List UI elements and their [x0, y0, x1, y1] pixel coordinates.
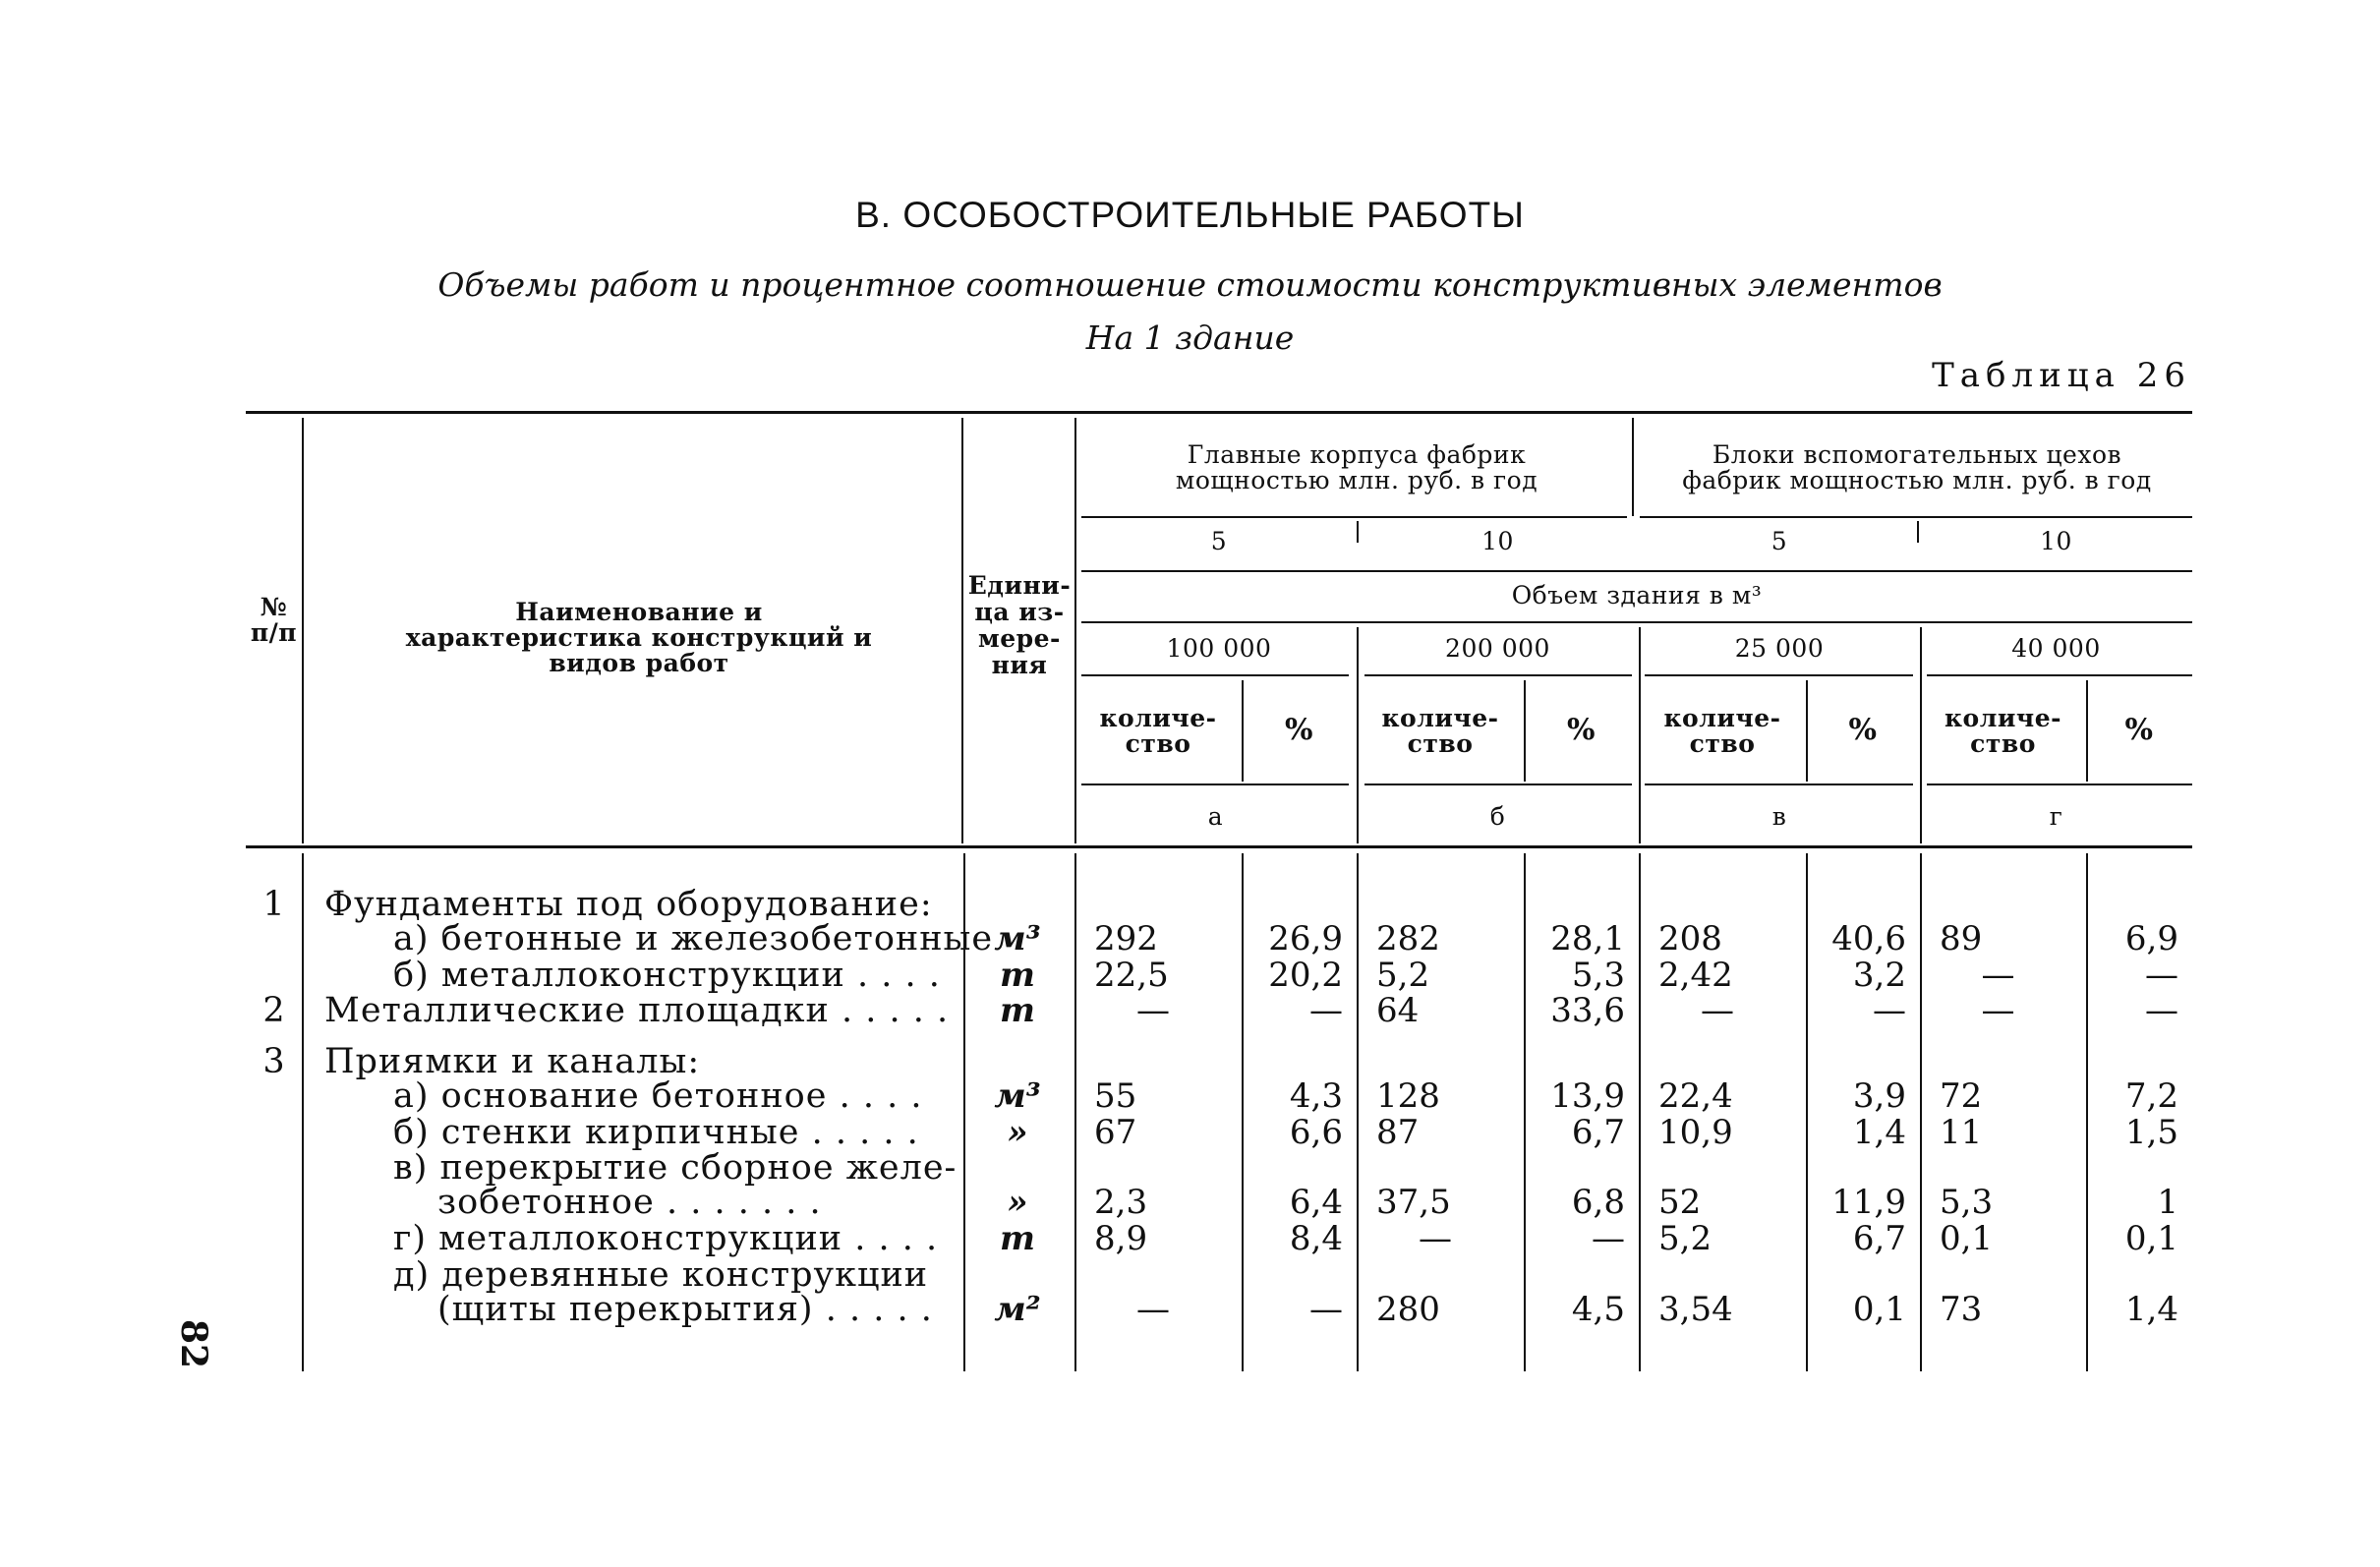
name-column-header: Наименование и характеристика конструкций и видов работ	[405, 598, 873, 677]
quantity-cell: 280	[1376, 1290, 1440, 1329]
row-name: Фундаменты под оборудование:	[324, 885, 933, 924]
qty-column-header: количе-ство	[1663, 704, 1781, 758]
row-name: б) металлоконструкции . . . .	[393, 956, 941, 995]
quantity-cell: 55	[1094, 1076, 1137, 1116]
num-column-divider	[302, 418, 304, 843]
percent-cell: 1	[2157, 1183, 2178, 1222]
row-unit: т	[1000, 991, 1035, 1030]
percent-cell: 6,7	[1571, 1113, 1625, 1152]
volume-value: 40 000	[2011, 634, 2101, 663]
percent-cell: 11,9	[1831, 1183, 1906, 1222]
row-name: (щиты перекрытия) . . . . .	[437, 1290, 933, 1329]
page-number: 82	[173, 1318, 215, 1369]
row-name: а) основание бетонное . . . .	[393, 1076, 923, 1116]
body-column-divider	[302, 853, 304, 1371]
table-subtitle: Объемы работ и процентное соотношение стоимости конструктивных элементов	[437, 265, 1943, 304]
row-unit: м³	[994, 1076, 1041, 1116]
percent-cell: 6,4	[1289, 1183, 1343, 1222]
qty-rule	[1081, 784, 1349, 785]
quantity-cell: 67	[1094, 1113, 1137, 1152]
pct-column-header: %	[1284, 713, 1313, 747]
volume-value: 25 000	[1734, 634, 1825, 663]
qty-column-header: количе-ство	[1381, 704, 1499, 758]
row-number: 2	[262, 991, 285, 1030]
percent-cell: 7,2	[2124, 1076, 2178, 1116]
name-column-divider	[961, 418, 963, 843]
quantity-cell: —	[1136, 991, 1170, 1030]
row-name: б) стенки кирпичные . . . . .	[393, 1113, 919, 1152]
percent-cell: 1,4	[2124, 1290, 2178, 1329]
percent-cell: —	[1309, 991, 1343, 1030]
percent-cell: 6,9	[2124, 919, 2178, 958]
quantity-cell: 0,1	[1940, 1219, 1994, 1258]
row-number: 3	[262, 1042, 285, 1081]
percent-cell: 28,1	[1550, 919, 1625, 958]
pct-column-header: %	[2124, 713, 2154, 747]
percent-cell: 8,4	[1289, 1219, 1343, 1258]
qty-rule	[1364, 784, 1632, 785]
percent-cell: 0,1	[2124, 1219, 2178, 1258]
column-letter: в	[1771, 802, 1787, 831]
group-rule	[1081, 516, 1627, 518]
volume-value: 100 000	[1166, 634, 1272, 663]
quantity-cell: 3,54	[1658, 1290, 1733, 1329]
percent-cell: 33,6	[1550, 991, 1625, 1030]
quantity-cell: —	[1419, 1219, 1452, 1258]
percent-cell: —	[1309, 1290, 1343, 1329]
percent-cell: —	[2145, 991, 2178, 1030]
section-title: В. ОСОБОСТРОИТЕЛЬНЫЕ РАБОТЫ	[855, 195, 1525, 235]
percent-cell: 6,6	[1289, 1113, 1343, 1152]
percent-cell: 13,9	[1550, 1076, 1625, 1116]
quantity-cell: 22,4	[1658, 1076, 1733, 1116]
group-header-main-buildings: Главные корпуса фабрик мощностью млн. руб. в год	[1175, 440, 1538, 494]
row-unit: т	[1000, 1219, 1035, 1258]
row-name: Приямки и каналы:	[324, 1042, 701, 1081]
volume-label: Объем здания в м³	[1511, 581, 1763, 609]
row-name: г) металлоконструкции . . . .	[393, 1219, 939, 1258]
unit-column-divider	[1074, 418, 1076, 843]
row-name: а) бетонные и железобетонные	[393, 919, 994, 958]
percent-cell: —	[1873, 991, 1906, 1030]
column-letter: б	[1489, 802, 1506, 831]
quantity-cell: 64	[1376, 991, 1420, 1030]
qty-rule	[1927, 784, 2192, 785]
quantity-cell: 11	[1940, 1113, 1983, 1152]
row-name: Металлические площадки . . . . .	[324, 991, 950, 1030]
pct-column-header: %	[1848, 713, 1878, 747]
row-unit: м³	[994, 919, 1041, 958]
quantity-cell: 89	[1940, 919, 1983, 958]
group-divider	[1632, 418, 1634, 516]
percent-cell: —	[1592, 1219, 1625, 1258]
capacity-label: 10	[1481, 527, 1514, 555]
group-rule	[1640, 516, 2192, 518]
table-label: Таблица 26	[1932, 356, 2191, 395]
volume-rule	[1081, 674, 1349, 676]
quantity-cell: 8,9	[1094, 1219, 1148, 1258]
row-unit: »	[1007, 1183, 1028, 1222]
qty-column-header: количе-ство	[1945, 704, 2061, 758]
capacity-label: 5	[1770, 527, 1788, 555]
quantity-cell: —	[1701, 991, 1734, 1030]
quantity-cell: 72	[1940, 1076, 1983, 1116]
quantity-cell: 2,42	[1658, 956, 1733, 995]
percent-cell: 4,3	[1289, 1076, 1343, 1116]
volume-rule	[1927, 674, 2192, 676]
body-column-divider	[1639, 853, 1641, 1371]
quantity-cell: 10,9	[1658, 1113, 1733, 1152]
quantity-cell: 73	[1940, 1290, 1983, 1329]
body-column-divider	[1920, 853, 1922, 1371]
capacity-label: 10	[2040, 527, 2072, 555]
body-column-divider	[1357, 853, 1359, 1371]
percent-cell: 3,2	[1852, 956, 1906, 995]
quantity-cell: 52	[1658, 1183, 1702, 1222]
row-name: в) перекрытие сборное желе-	[393, 1148, 958, 1188]
percent-cell: 4,5	[1571, 1290, 1625, 1329]
table-top-rule	[246, 411, 2192, 414]
quantity-cell: 128	[1376, 1076, 1440, 1116]
row-number: 1	[262, 885, 285, 924]
num-column-header: № п/п	[250, 593, 298, 647]
percent-cell: 5,3	[1571, 956, 1625, 995]
quantity-cell: —	[1136, 1290, 1170, 1329]
percent-cell: 1,5	[2124, 1113, 2178, 1152]
row-name: д) деревянные конструкции	[393, 1255, 929, 1295]
percent-cell: 6,8	[1571, 1183, 1625, 1222]
percent-cell: 20,2	[1268, 956, 1343, 995]
quantity-cell: 5,2	[1658, 1219, 1712, 1258]
volume-label-rule	[1081, 621, 2192, 623]
column-letter: г	[2049, 802, 2063, 831]
row-unit: »	[1007, 1113, 1028, 1152]
volume-value: 200 000	[1445, 634, 1550, 663]
capacity-rule	[1081, 570, 2192, 572]
body-column-divider	[1074, 853, 1076, 1371]
percent-cell: 3,9	[1852, 1076, 1906, 1116]
pct-column-header: %	[1566, 713, 1596, 747]
quantity-cell: 292	[1094, 919, 1158, 958]
row-unit: м²	[994, 1290, 1041, 1329]
quantity-cell: 208	[1658, 919, 1722, 958]
row-name: зобетонное . . . . . . .	[437, 1183, 822, 1222]
unit-column-header: Едини-ца из-мере-ния	[967, 571, 1072, 679]
quantity-cell: 37,5	[1376, 1183, 1451, 1222]
quantity-cell: 282	[1376, 919, 1440, 958]
percent-cell: 0,1	[1852, 1290, 1906, 1329]
row-unit: т	[1000, 956, 1035, 995]
quantity-cell: —	[1981, 991, 2015, 1030]
percent-cell: 1,4	[1852, 1113, 1906, 1152]
group-header-auxiliary-blocks: Блоки вспомогательных цехов фабрик мощностью млн. руб. в год	[1682, 440, 2152, 494]
column-letter: а	[1207, 802, 1224, 831]
quantity-cell: 2,3	[1094, 1183, 1148, 1222]
header-bottom-rule	[246, 845, 2192, 848]
table-subtitle-unit: На 1 здание	[1085, 319, 1295, 357]
percent-cell: 26,9	[1268, 919, 1343, 958]
volume-rule	[1645, 674, 1913, 676]
quantity-cell: 5,2	[1376, 956, 1430, 995]
qty-rule	[1645, 784, 1913, 785]
quantity-cell: 22,5	[1094, 956, 1169, 995]
volume-rule	[1364, 674, 1632, 676]
percent-cell: 6,7	[1852, 1219, 1906, 1258]
capacity-label: 5	[1210, 527, 1228, 555]
quantity-cell: 5,3	[1940, 1183, 1994, 1222]
percent-cell: 40,6	[1831, 919, 1906, 958]
percent-cell: —	[2145, 956, 2178, 995]
quantity-cell: 87	[1376, 1113, 1420, 1152]
quantity-cell: —	[1981, 956, 2015, 995]
qty-column-header: количе-ство	[1099, 704, 1217, 758]
